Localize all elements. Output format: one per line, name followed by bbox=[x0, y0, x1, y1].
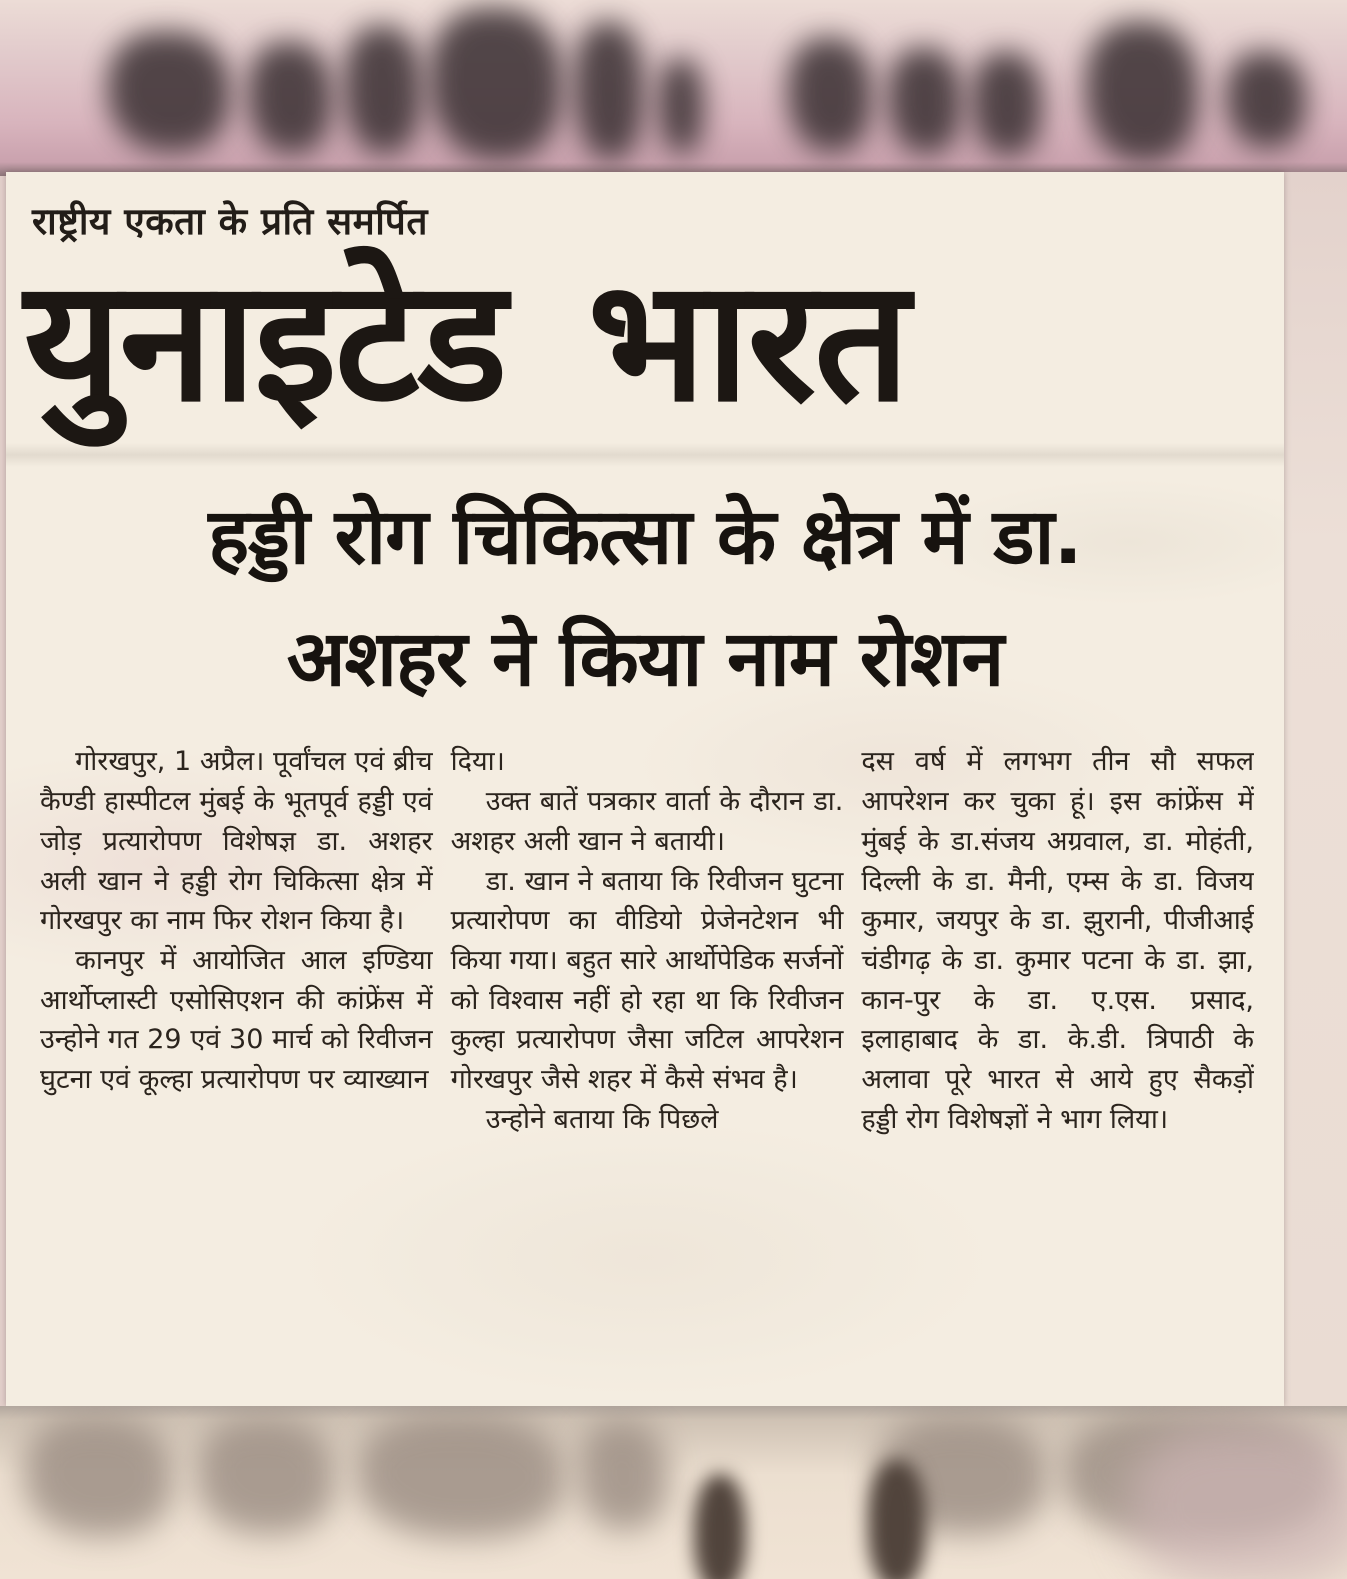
blurred-dark-blob bbox=[694, 1474, 746, 1579]
blurred-text-blob bbox=[888, 48, 962, 154]
blurred-text-blob bbox=[1226, 52, 1306, 148]
page-right-margin bbox=[1284, 172, 1347, 1406]
blurred-top-banner bbox=[0, 0, 1347, 176]
blurred-text-blob bbox=[108, 32, 230, 152]
masthead-divider-band bbox=[6, 443, 1284, 467]
blurred-text-blob bbox=[574, 22, 644, 160]
blurred-text-blob bbox=[248, 42, 332, 154]
article-paragraph: दस वर्ष में लगभग तीन सौ सफल आपरेशन कर चुका हूं। इस कांफ्रेंस में मुंबई के डा.संजय अग्रवाल, डा. मोहंती, दिल्ली के डा. मैनी, एम्स के डा. विजय कुमार, जयपुर के डा. झुरानी, पीजीआई चंडीगढ़ के डा. कुमार पटना के डा. झा, कान-पुर के डा. ए.एस. प्रसाद, इलाहाबाद के डा. के.डी. त्रिपाठी के अलावा पूरे भारत से आये हुए सैकड़ों हड्डी रोग विशेषज्ञों ने भाग लिया। bbox=[861, 746, 1254, 1135]
article-paragraph: उक्त बातें पत्रकार वार्ता के दौरान डा. अशहर अली खान ने बतायी। bbox=[450, 786, 844, 857]
blurred-bottom-banner bbox=[0, 1406, 1347, 1579]
article-column-3 bbox=[861, 742, 1254, 1348]
blurred-text-blob bbox=[578, 1420, 668, 1530]
article-paragraph: उन्होने बताया कि पिछले bbox=[485, 1103, 719, 1135]
headline-line-1: हड्डी रोग चिकित्सा के क्षेत्र में डा. bbox=[208, 493, 1082, 583]
article-paragraph: गोरखपुर, 1 अप्रैल। पूर्वांचल एवं ब्रीच कैण्डी हास्पीटल मुंबई के भूतपूर्व हड्डी एवं जोड़ प्रत्यारोपण विशेषज्ञ डा. अशहर अली खान ने हड्डी रोग चिकित्सा क्षेत्र में गोरखपुर का नाम फिर रोशन किया है। bbox=[40, 746, 433, 937]
article-paragraph: दिया। bbox=[450, 746, 505, 778]
blurred-text-blob bbox=[658, 58, 704, 154]
article-body bbox=[40, 742, 1254, 1348]
article-paragraph: डा. खान ने बताया कि रिवीजन घुटना प्रत्यारोपण का वीडियो प्रेजेनटेशन भी किया गया। बहुत सारे आर्थोपेडिक सर्जनों को विश्वास नहीं हो रहा था कि रिवीजन कुल्हा प्रत्यारोपण जैसा जटिल आपरेशन गोरखपुर जैसे शहर में कैसे संभव है। bbox=[450, 865, 844, 1095]
blurred-text-blob bbox=[972, 52, 1042, 156]
blurred-text-blob bbox=[356, 1414, 566, 1538]
article-paragraph: कानपुर में आयोजित आल इण्डिया आर्थोप्लास्टी एसोसिएशन की कांफ्रेंस में उन्होने गत 29 एवं 30 मार्च को रिवीजन घुटना एवं कूल्हा प्रत्यारोपण पर व्याख्यान bbox=[40, 944, 433, 1095]
headline-line-2: अशहर ने किया नाम रोशन bbox=[286, 614, 1004, 704]
blurred-dark-blob bbox=[868, 1460, 926, 1579]
blurred-text-blob bbox=[788, 38, 872, 152]
blurred-text-blob bbox=[196, 1418, 336, 1534]
article-column-1 bbox=[40, 742, 433, 1348]
blurred-pink-patch bbox=[1130, 1426, 1347, 1579]
blurred-text-blob bbox=[1086, 22, 1198, 162]
newspaper-tagline: राष्ट्रीय एकता के प्रति समर्पित bbox=[32, 200, 428, 243]
blurred-text-blob bbox=[344, 26, 422, 154]
newspaper-masthead-title: युनाइटेड भारत bbox=[24, 243, 908, 439]
blurred-text-blob bbox=[430, 8, 562, 160]
newspaper-clipping bbox=[6, 172, 1284, 1406]
article-column-2 bbox=[451, 742, 844, 1348]
article-headline bbox=[46, 477, 1244, 720]
blurred-text-blob bbox=[24, 1416, 174, 1536]
